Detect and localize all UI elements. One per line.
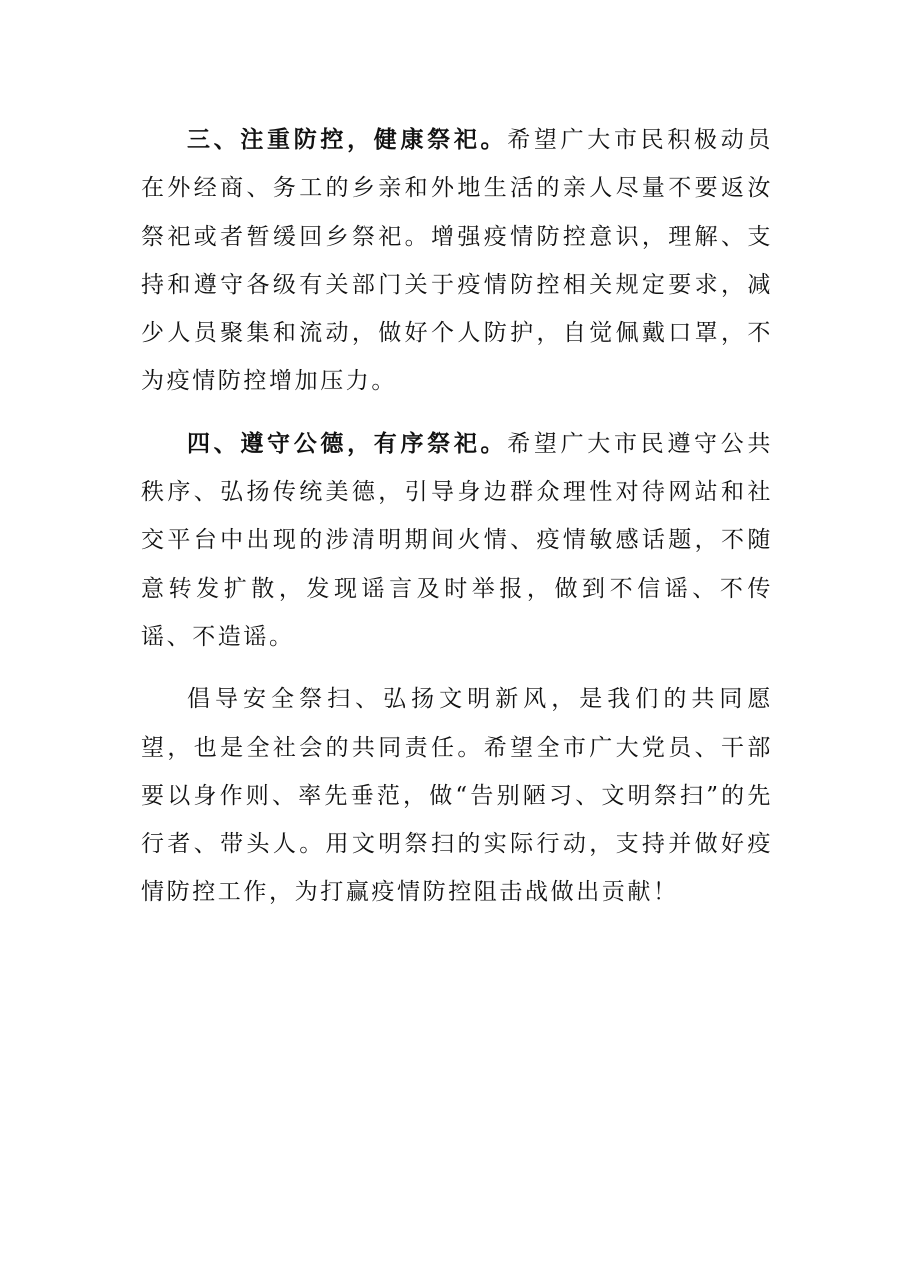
paragraph-text: 希望广大市民遵守公共秩序、弘扬传统美德，引导身边群众理性对待网站和社交平台中出现的涉清明期间火情、疫情敏感话题，不随意转发扩散，发现谣言及时举报，做到不信谣、不传谣、不造谣。: [141, 430, 774, 650]
paragraph-text: 希望广大市民积极动员在外经商、务工的乡亲和外地生活的亲人尽量不要返汝祭祀或者暂缓回乡祭祀。增强疫情防控意识，理解、支持和遵守各级有关部门关于疫情防控相关规定要求，减少人员聚集和流动，做好个人防护，自觉佩戴口罩，不为疫情防控增加压力。: [141, 127, 774, 395]
paragraph-closing: [141, 675, 773, 916]
paragraph-public-morality: [141, 420, 773, 661]
paragraph-heading: 三、注重防控，健康祭祀。: [187, 127, 508, 153]
paragraph-text: 倡导安全祭扫、弘扬文明新风，是我们的共同愿望，也是全社会的共同责任。希望全市广大党员、干部要以身作则、率先垂范，做“告别陋习、文明祭扫”的先行者、带头人。用文明祭扫的实际行动，支持并做好疫情防控工作，为打赢疫情防控阻击战做出贡献！: [141, 686, 773, 906]
paragraph-heading: 四、遵守公德，有序祭祀。: [187, 430, 508, 457]
paragraph-prevention: [141, 116, 773, 406]
document-page: [141, 116, 773, 931]
